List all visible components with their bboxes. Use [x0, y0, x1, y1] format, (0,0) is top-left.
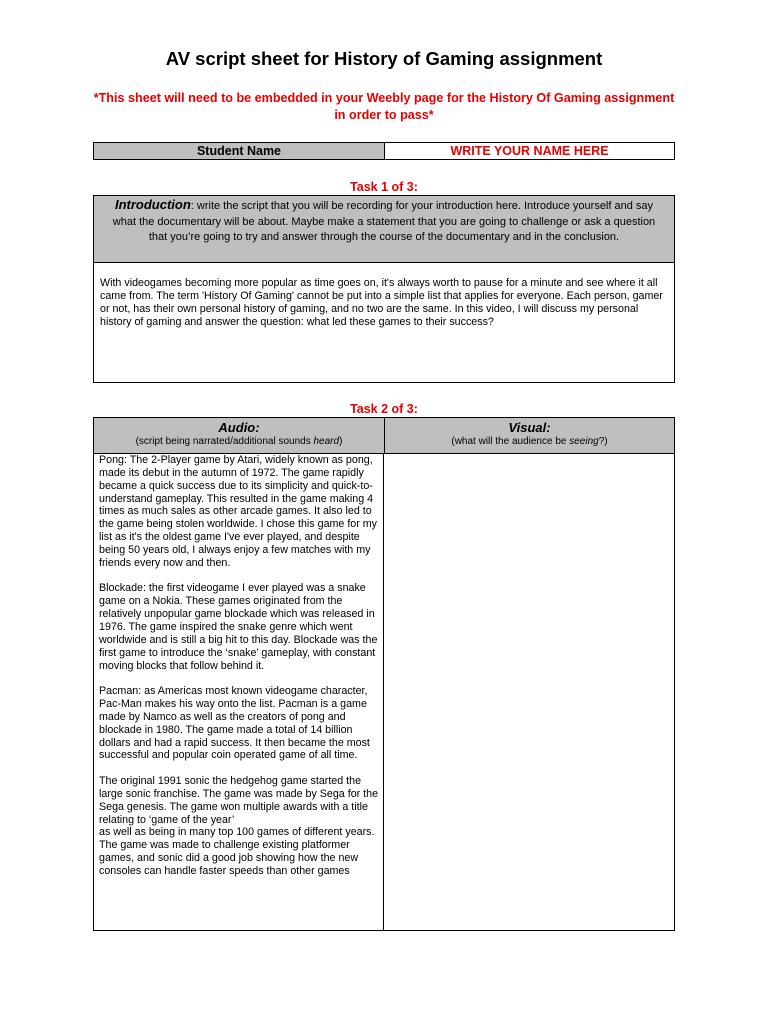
- task-1-label: Task 1 of 3:: [350, 180, 418, 194]
- introduction-header: [94, 196, 674, 263]
- embed-warning: *This sheet will need to be embedded in your Weebly page for the History Of Gaming assignment in order to pass*: [93, 91, 675, 122]
- introduction-script[interactable]: With videogames becoming more popular as time goes on, it's always worth to pause for a minute and see where it all came from. The term 'History Of Gaming' cannot be put into a simple list that applies for everyone. Each person, gamer or not, has their own personal history of gaming, and no two are the same. In this video, I will discuss my personal history of gaming and answer the question: what led these games to their success?: [100, 277, 663, 328]
- introduction-instructions: write the script that you will be recording for your introduction here. Introduce yourself and say what the documentary will be about. Maybe make a statement that you are going to challenge or ask a question that you’re going to try and answer through the course of the documentary and in the conclusion.: [112, 200, 656, 243]
- visual-column-header: [385, 418, 674, 453]
- audio-script-cell[interactable]: [94, 454, 384, 931]
- student-name-table: [93, 142, 675, 160]
- audio-paragraph-pong: Pong: The 2-Player game by Atari, widely known as pong, made its debut in the autumn of 1972. The game rapidly became a quick success due to its simplicity and quick-to-understand gameplay. This resulted in the game making 4 times as much sales as other arcade games. It also led to the game being stolen worldwide. I chose this game for my list as it's the oldest game I've ever played, and despite being 50 years old, I always enjoy a few matches with my friends every now and then.: [99, 454, 378, 569]
- audio-paragraph-blockade: Blockade: the first videogame I ever played was a snake game on a Nokia. These games originated from the relatively unpopular game blockade which was released in 1976. The game inspired the snake genre which went worldwide and is still a big hit to this day. Blockade was the first game to introduce the ‘snake’ gameplay, with constant moving blocks that follow behind it.: [99, 582, 378, 672]
- audio-title: Audio:: [218, 420, 260, 435]
- student-name-label: Student Name: [94, 143, 385, 159]
- task-2-label: Task 2 of 3:: [350, 402, 418, 416]
- visual-script-cell[interactable]: [384, 454, 674, 931]
- audio-paragraph-pacman: Pacman: as Americas most known videogame character, Pac-Man makes his way onto the list. Pacman is a game made by Namco as well as the creators of pong and blockade in 1980. The game made a total of 14 billion dollars and had a rapid success. It then became the most successful and popular coin operated game of all time.: [99, 685, 370, 762]
- introduction-heading: Introduction: [114, 197, 191, 212]
- introduction-table: [93, 195, 675, 383]
- introduction-colon: :: [190, 200, 194, 212]
- audio-paragraph-sonic: The original 1991 sonic the hedgehog game started the large sonic franchise. The game was made by Sega for the Sega genesis. The game won multiple awards with a title relating to ‘game of the year’ as well as being in many top 100 games of different years. The game was made to challenge existing platformer games, and sonic did a good job showing how the new consoles can handle faster speeds than other games: [99, 775, 379, 877]
- student-name-field[interactable]: WRITE YOUR NAME HERE: [450, 144, 609, 158]
- audio-subtitle: (script being narrated/additional sounds heard): [135, 436, 343, 447]
- av-script-table: [93, 417, 675, 931]
- av-table-body: [94, 454, 674, 931]
- document-title: AV script sheet for History of Gaming assignment: [165, 48, 603, 69]
- visual-subtitle: (what will the audience be seeing?): [451, 436, 608, 447]
- av-table-header: [94, 418, 674, 454]
- audio-column-header: [94, 418, 385, 453]
- visual-title: Visual:: [508, 420, 551, 435]
